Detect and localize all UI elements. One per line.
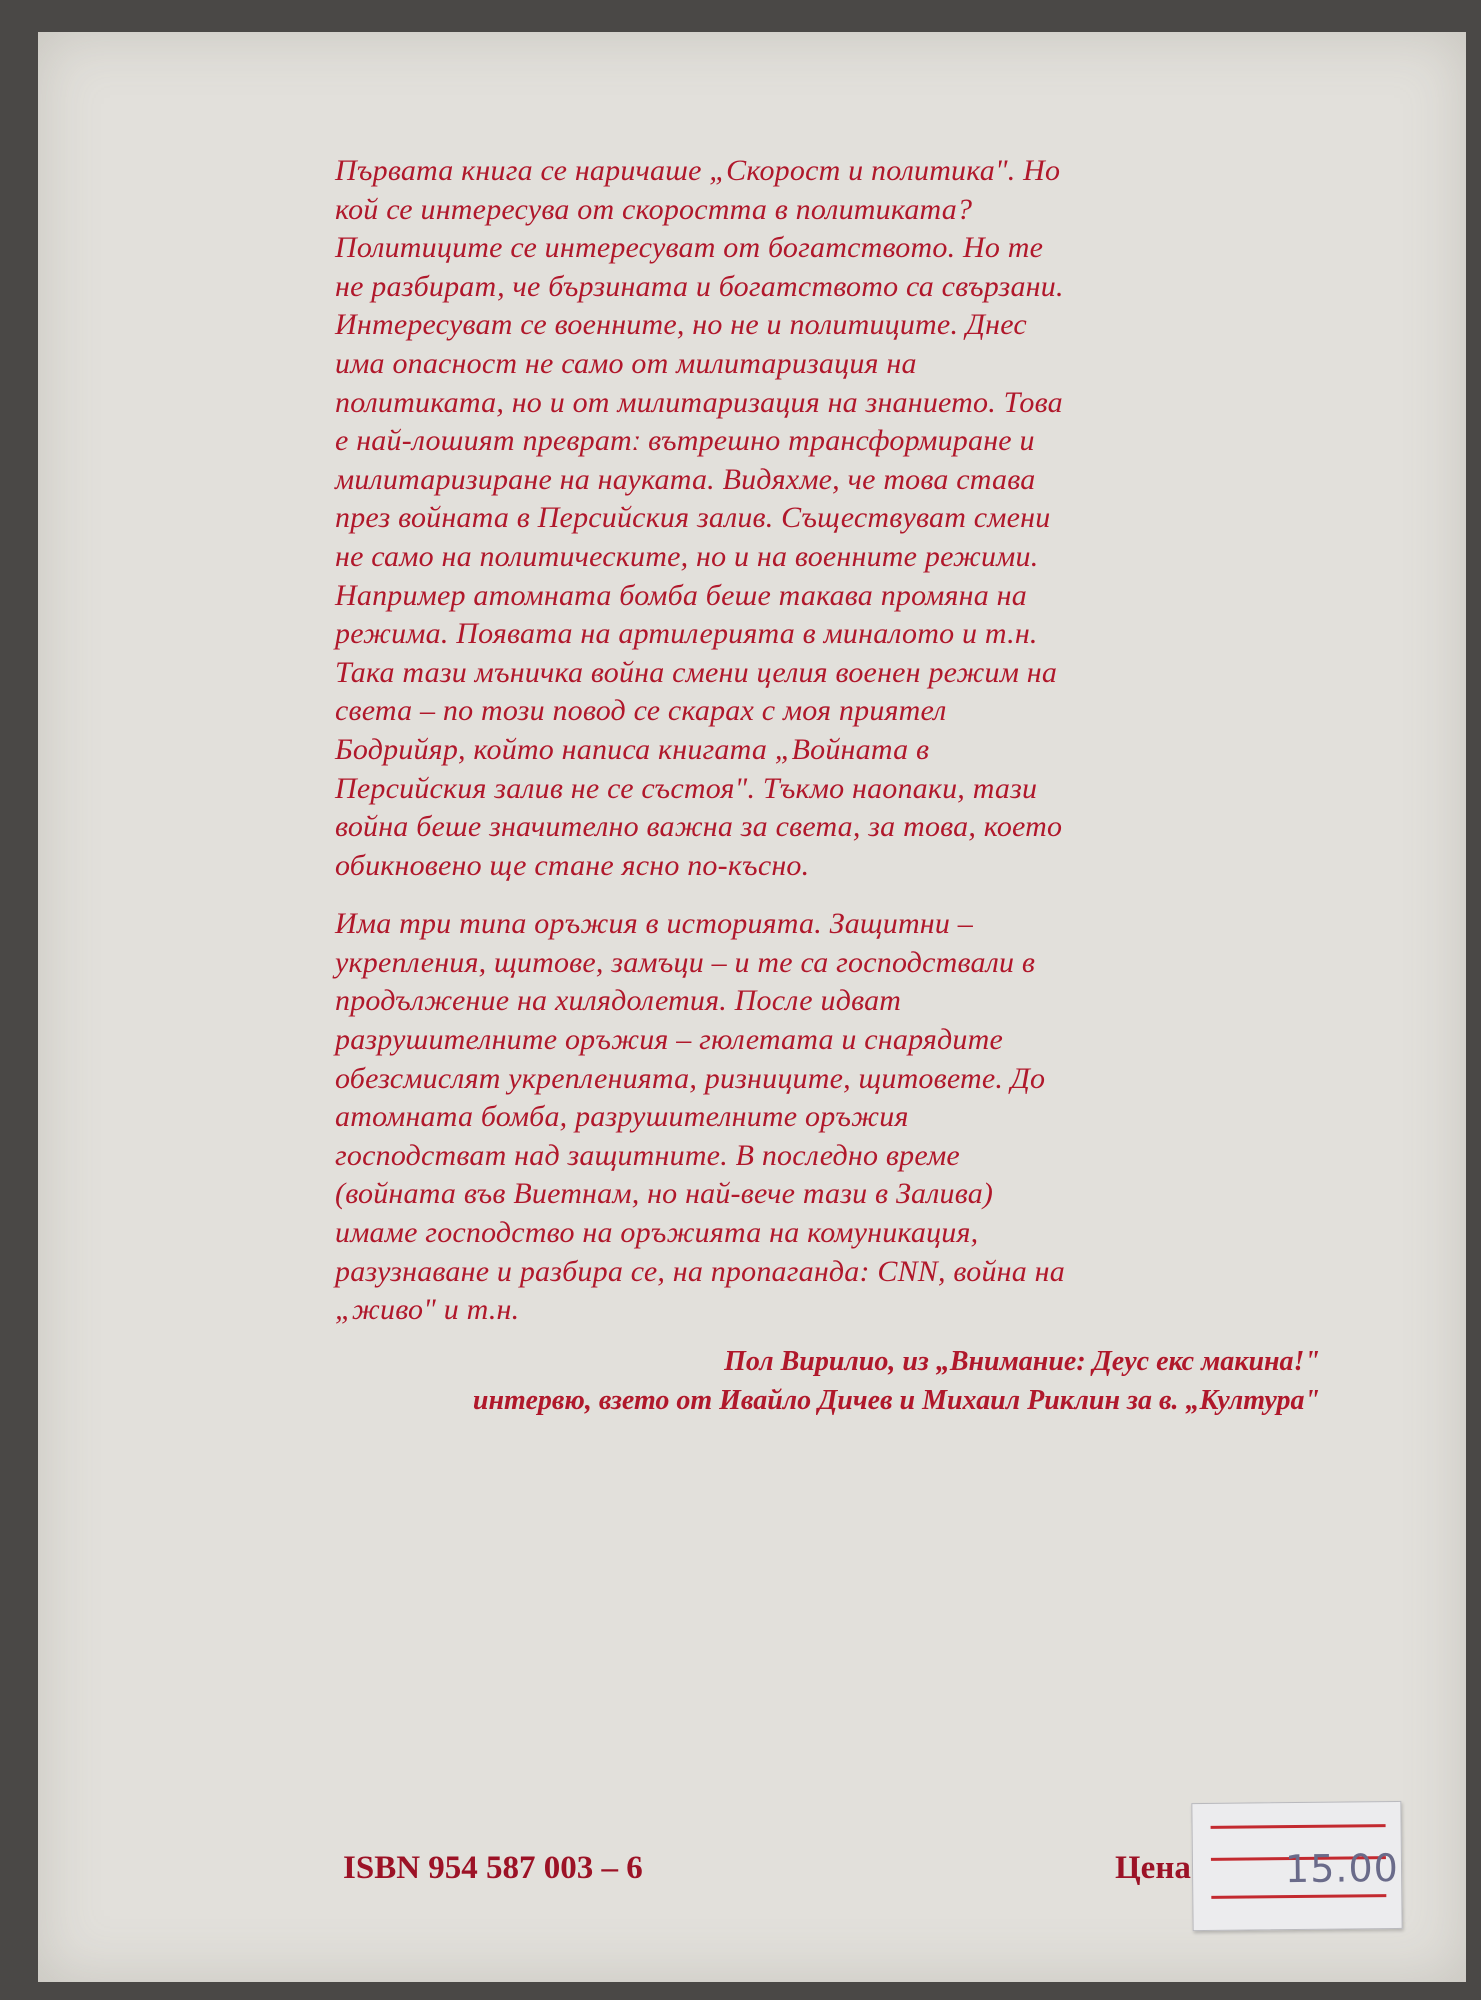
blurb-line: обикновено ще стане ясно по-късно. <box>335 848 810 882</box>
blurb-line: режима. Появата на артилерията в миналото и т.н. <box>335 617 1038 651</box>
blurb-line: Първата книга се наричаше „Скорост и политика". Но <box>335 154 1061 187</box>
blurb-line: кой се интересува от скоростта в политиката? <box>335 192 973 226</box>
blurb-line: не само на политическите, но и на военните режими. <box>335 539 1039 573</box>
blurb-line: Персийския залив не се състоя". Тъкмо наопаки, тази <box>335 771 1038 805</box>
isbn-number: ISBN 954 587 003 – 6 <box>343 1850 643 1886</box>
blurb-line: „живо" и т.н. <box>335 1293 520 1327</box>
attribution <box>270 1342 1320 1420</box>
blurb-line: политиката, но и от милитаризация на знанието. Това <box>335 385 1063 419</box>
blurb-paragraph-2 <box>335 905 1235 1330</box>
blurb-paragraph-1 <box>335 152 1235 885</box>
blurb-line: (войната във Виетнам, но най-вече тази в Залива) <box>335 1177 994 1211</box>
blurb-line: продължение на хилядолетия. После идват <box>335 984 902 1018</box>
blurb-line: света – по този повод се скарах с моя приятел <box>335 694 947 728</box>
price-label: Цена <box>1115 1850 1191 1886</box>
attribution-line-1: Пол Вирилио, из „Внимание: Деус екс макина!" <box>724 1346 1320 1377</box>
blurb-line: Бодрийяр, който написа книгата „Войната в <box>335 732 930 766</box>
attribution-line-2: интервю, взето от Ивайло Дичев и Михаил Риклин за в. „Култура" <box>472 1385 1320 1416</box>
blurb-text <box>335 152 1235 1350</box>
sticker-red-rule <box>1211 1894 1386 1899</box>
blurb-line: разрушителните оръжия – гюлетата и снарядите <box>335 1023 1003 1057</box>
blurb-line: атомната бомба, разрушителните оръжия <box>335 1100 909 1134</box>
blurb-line: има опасност не само от милитаризация на <box>335 346 917 380</box>
blurb-line: през войната в Персийския залив. Съществуват смени <box>335 501 1051 535</box>
blurb-line: Има три типа оръжия в историята. Защитни – <box>335 907 973 941</box>
blurb-line: Политиците се интересуват от богатството. Но те <box>335 231 1044 265</box>
price-sticker <box>1191 1801 1402 1931</box>
blurb-line: Така тази мъничка война смени целия военен режим на <box>335 655 1058 689</box>
price-value: 15.00 <box>1284 1845 1400 1892</box>
blurb-line: война беше значително важна за света, за това, което <box>335 810 1063 844</box>
blurb-line: разузнаване и разбира се, на пропаганда: CNN, война на <box>335 1254 1065 1288</box>
blurb-line: Например атомната бомба беше такава промяна на <box>335 578 1027 612</box>
blurb-line: е най-лошият превратː вътрешно трансформиране и <box>335 424 1035 458</box>
sticker-red-rule <box>1211 1824 1386 1829</box>
blurb-line: милитаризиране на науката. Видяхме, че това става <box>335 462 1036 496</box>
blurb-line: не разбират, че бързината и богатството са свързани. <box>335 269 1064 303</box>
blurb-line: Интересуват се военните, но не и политиците. Днес <box>335 308 1027 342</box>
blurb-line: господстват над защитните. В последно време <box>335 1138 960 1172</box>
blurb-line: обезсмислят укрепленията, ризниците, щитовете. До <box>335 1061 1046 1095</box>
blurb-line: укрепления, щитове, замъци – и те са господствали в <box>335 945 1036 979</box>
blurb-line: имаме господство на оръжията на комуникация, <box>335 1216 979 1250</box>
